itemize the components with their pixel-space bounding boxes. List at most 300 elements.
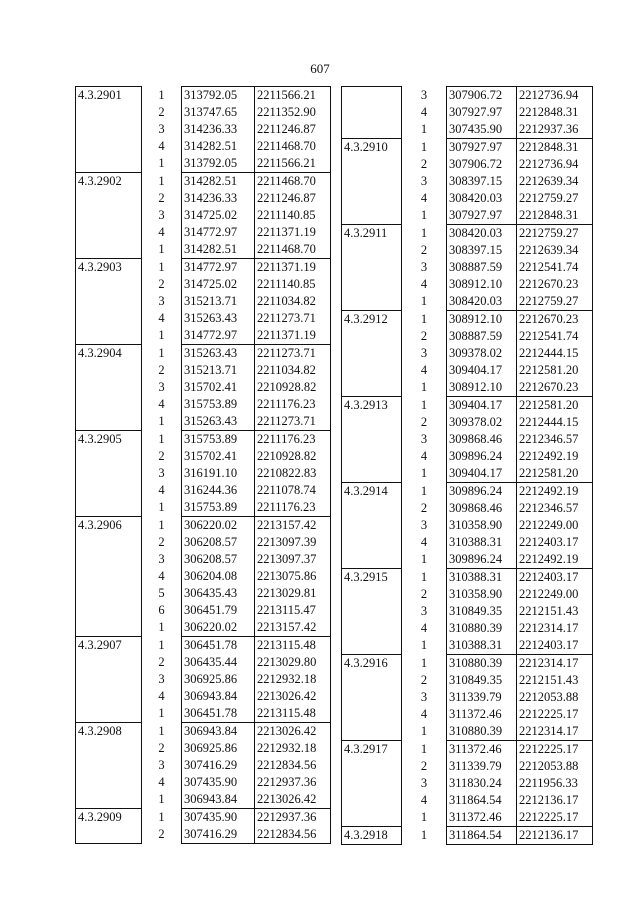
y-coordinate-cell: 2211468.70 xyxy=(255,138,331,155)
y-coordinate-cell: 2211034.82 xyxy=(255,293,331,310)
point-number-cell: 2 xyxy=(420,587,428,601)
point-number-cell: 4 xyxy=(158,311,165,325)
y-coordinate-cell: 2212759.27 xyxy=(517,293,593,311)
table-row xyxy=(76,293,331,310)
parcel-id-cell: 4.3.2911 xyxy=(342,225,402,243)
parcel-id-cell xyxy=(76,207,142,224)
parcel-id-cell xyxy=(76,276,142,293)
parcel-id-cell xyxy=(342,809,402,827)
parcel-id-cell: 4.3.2918 xyxy=(342,827,402,845)
x-coordinate-cell: 307416.29 xyxy=(182,757,255,774)
coordinate-table-right xyxy=(341,86,593,845)
y-coordinate-cell: 2212314.17 xyxy=(517,723,593,741)
x-coordinate-cell: 311339.79 xyxy=(447,689,517,706)
x-coordinate-cell: 306451.78 xyxy=(182,637,255,655)
x-coordinate-cell: 308397.15 xyxy=(447,242,517,259)
y-coordinate-cell: 2211956.33 xyxy=(517,775,593,792)
x-coordinate-cell: 306943.84 xyxy=(182,723,255,741)
table-row xyxy=(342,620,593,637)
parcel-id-cell xyxy=(76,688,142,705)
point-number-cell: 1 xyxy=(420,466,428,481)
y-coordinate-cell: 2211468.70 xyxy=(255,173,331,191)
x-coordinate-cell: 314282.51 xyxy=(182,173,255,191)
point-number-cell: 1 xyxy=(158,156,165,171)
y-coordinate-cell: 2213026.42 xyxy=(255,791,331,809)
x-coordinate-cell: 311864.54 xyxy=(447,827,517,845)
point-number-cell: 1 xyxy=(158,706,165,721)
point-number-cell: 2 xyxy=(158,827,165,842)
y-coordinate-cell: 2213029.81 xyxy=(255,585,331,602)
parcel-id-cell xyxy=(342,414,402,431)
point-number-cell: 6 xyxy=(158,603,165,617)
y-coordinate-cell: 2212937.36 xyxy=(517,121,593,139)
table-row xyxy=(76,173,331,191)
point-number-cell: 3 xyxy=(420,518,428,532)
y-coordinate-cell: 2213115.48 xyxy=(255,705,331,723)
y-coordinate-cell: 2211246.87 xyxy=(255,190,331,207)
point-number-cell: 1 xyxy=(420,638,428,653)
parcel-id-cell: 4.3.2903 xyxy=(76,259,142,277)
parcel-id-cell xyxy=(342,104,402,121)
y-coordinate-cell: 2212581.20 xyxy=(517,465,593,483)
x-coordinate-cell: 311864.54 xyxy=(447,792,517,809)
table-row xyxy=(76,740,331,757)
point-number-cell: 1 xyxy=(158,414,165,429)
y-coordinate-cell: 2212314.17 xyxy=(517,655,593,673)
point-number-cell: 3 xyxy=(420,604,428,618)
y-coordinate-cell: 2212834.56 xyxy=(255,757,331,774)
y-coordinate-cell: 2212670.23 xyxy=(517,311,593,329)
parcel-id-cell xyxy=(76,241,142,259)
parcel-id-cell xyxy=(342,603,402,620)
y-coordinate-cell: 2213029.80 xyxy=(255,654,331,671)
point-number-cell: 3 xyxy=(158,380,165,394)
parcel-id-cell xyxy=(76,138,142,155)
point-number-cell: 1 xyxy=(420,225,428,240)
table-row xyxy=(342,569,593,587)
y-coordinate-cell: 2210822.83 xyxy=(255,465,331,482)
point-number-cell: 5 xyxy=(158,586,165,600)
point-number-cell: 2 xyxy=(158,363,165,377)
parcel-id-cell: 4.3.2915 xyxy=(342,569,402,587)
y-coordinate-cell: 2212670.23 xyxy=(517,276,593,293)
point-number-cell: 2 xyxy=(158,535,165,549)
point-number-cell: 4 xyxy=(420,621,428,635)
parcel-id-cell xyxy=(76,757,142,774)
parcel-id-cell xyxy=(342,121,402,139)
table-row xyxy=(342,603,593,620)
table-row xyxy=(76,637,331,655)
x-coordinate-cell: 307906.72 xyxy=(447,87,517,105)
y-coordinate-cell: 2212492.19 xyxy=(517,551,593,569)
y-coordinate-cell: 2212053.88 xyxy=(517,689,593,706)
y-coordinate-cell: 2213115.47 xyxy=(255,602,331,619)
point-number-cell: 1 xyxy=(158,517,165,532)
x-coordinate-cell: 314236.33 xyxy=(182,190,255,207)
x-coordinate-cell: 306451.79 xyxy=(182,602,255,619)
parcel-id-cell xyxy=(342,775,402,792)
parcel-id-cell xyxy=(76,671,142,688)
y-coordinate-cell: 2212541.74 xyxy=(517,259,593,276)
y-coordinate-cell: 2212581.20 xyxy=(517,397,593,415)
parcel-id-cell xyxy=(342,465,402,483)
y-coordinate-cell: 2211566.21 xyxy=(255,87,331,105)
point-number-cell: 4 xyxy=(420,449,428,463)
table-row xyxy=(76,482,331,499)
parcel-id-cell xyxy=(76,619,142,637)
y-coordinate-cell: 2211352.90 xyxy=(255,104,331,121)
point-number-cell: 2 xyxy=(420,415,428,429)
table-row xyxy=(76,121,331,138)
table-row xyxy=(76,259,331,277)
y-coordinate-cell: 2212225.17 xyxy=(517,809,593,827)
parcel-id-cell xyxy=(76,602,142,619)
table-row xyxy=(76,723,331,741)
parcel-id-cell xyxy=(342,207,402,225)
parcel-id-cell: 4.3.2905 xyxy=(76,431,142,449)
table-row xyxy=(76,619,331,637)
table-row xyxy=(76,224,331,241)
y-coordinate-cell: 2213097.37 xyxy=(255,551,331,568)
point-number-cell: 4 xyxy=(158,483,165,497)
x-coordinate-cell: 309896.24 xyxy=(447,448,517,465)
table-row xyxy=(76,809,331,827)
y-coordinate-cell: 2211371.19 xyxy=(255,224,331,241)
x-coordinate-cell: 306208.57 xyxy=(182,551,255,568)
y-coordinate-cell: 2213026.42 xyxy=(255,688,331,705)
y-coordinate-cell: 2212249.00 xyxy=(517,517,593,534)
x-coordinate-cell: 309868.46 xyxy=(447,500,517,517)
parcel-id-cell xyxy=(76,705,142,723)
parcel-id-cell xyxy=(342,345,402,362)
table-row xyxy=(342,758,593,775)
parcel-id-cell xyxy=(342,758,402,775)
table-row xyxy=(342,551,593,569)
y-coordinate-cell: 2212541.74 xyxy=(517,328,593,345)
parcel-id-cell xyxy=(342,87,402,105)
x-coordinate-cell: 308912.10 xyxy=(447,311,517,329)
x-coordinate-cell: 307927.97 xyxy=(447,104,517,121)
parcel-id-cell: 4.3.2914 xyxy=(342,483,402,501)
table-row xyxy=(342,448,593,465)
x-coordinate-cell: 308397.15 xyxy=(447,173,517,190)
x-coordinate-cell: 315753.89 xyxy=(182,396,255,413)
x-coordinate-cell: 307435.90 xyxy=(182,809,255,827)
table-row xyxy=(76,87,331,105)
x-coordinate-cell: 310849.35 xyxy=(447,672,517,689)
table-row xyxy=(76,327,331,345)
parcel-id-cell: 4.3.2909 xyxy=(76,809,142,827)
parcel-id-cell xyxy=(342,551,402,569)
y-coordinate-cell: 2212492.19 xyxy=(517,448,593,465)
point-number-cell: 1 xyxy=(158,431,165,446)
y-coordinate-cell: 2212225.17 xyxy=(517,741,593,759)
point-number-cell: 1 xyxy=(158,500,165,515)
parcel-id-cell xyxy=(76,310,142,327)
point-number-cell: 1 xyxy=(158,242,165,257)
parcel-id-cell xyxy=(76,396,142,413)
table-row xyxy=(342,517,593,534)
point-number-cell: 1 xyxy=(420,552,428,567)
point-number-cell: 3 xyxy=(420,690,428,704)
table-row xyxy=(76,585,331,602)
y-coordinate-cell: 2211176.23 xyxy=(255,431,331,449)
y-coordinate-cell: 2212848.31 xyxy=(517,207,593,225)
y-coordinate-cell: 2213115.48 xyxy=(255,637,331,655)
y-coordinate-cell: 2212053.88 xyxy=(517,758,593,775)
x-coordinate-cell: 307435.90 xyxy=(182,774,255,791)
x-coordinate-cell: 307927.97 xyxy=(447,207,517,225)
y-coordinate-cell: 2213026.42 xyxy=(255,723,331,741)
y-coordinate-cell: 2212581.20 xyxy=(517,362,593,379)
table-row xyxy=(76,465,331,482)
y-coordinate-cell: 2212834.56 xyxy=(255,826,331,844)
point-number-cell: 2 xyxy=(420,759,428,773)
parcel-id-cell: 4.3.2917 xyxy=(342,741,402,759)
x-coordinate-cell: 315753.89 xyxy=(182,499,255,517)
y-coordinate-cell: 2212932.18 xyxy=(255,671,331,688)
table-row xyxy=(342,500,593,517)
parcel-id-cell xyxy=(342,328,402,345)
parcel-id-cell xyxy=(76,190,142,207)
table-row xyxy=(76,155,331,173)
table-row xyxy=(342,809,593,827)
y-coordinate-cell: 2210928.82 xyxy=(255,448,331,465)
y-coordinate-cell: 2213075.86 xyxy=(255,568,331,585)
x-coordinate-cell: 306208.57 xyxy=(182,534,255,551)
table-row xyxy=(76,774,331,791)
x-coordinate-cell: 316191.10 xyxy=(182,465,255,482)
table-row xyxy=(342,190,593,207)
x-coordinate-cell: 308887.59 xyxy=(447,328,517,345)
y-coordinate-cell: 2210928.82 xyxy=(255,379,331,396)
point-number-cell: 2 xyxy=(158,655,165,669)
x-coordinate-cell: 313792.05 xyxy=(182,87,255,105)
table-row xyxy=(76,654,331,671)
x-coordinate-cell: 306435.44 xyxy=(182,654,255,671)
parcel-id-cell xyxy=(342,362,402,379)
parcel-id-cell: 4.3.2906 xyxy=(76,517,142,535)
table-row xyxy=(76,413,331,431)
parcel-id-cell xyxy=(342,517,402,534)
table-row xyxy=(76,138,331,155)
x-coordinate-cell: 315702.41 xyxy=(182,448,255,465)
parcel-id-cell xyxy=(342,500,402,517)
y-coordinate-cell: 2212848.31 xyxy=(517,139,593,157)
x-coordinate-cell: 308912.10 xyxy=(447,379,517,397)
point-number-cell: 4 xyxy=(420,793,428,807)
y-coordinate-cell: 2212151.43 xyxy=(517,603,593,620)
x-coordinate-cell: 309404.17 xyxy=(447,397,517,415)
x-coordinate-cell: 311372.46 xyxy=(447,809,517,827)
table-row xyxy=(342,827,593,845)
point-number-cell: 1 xyxy=(158,87,165,102)
y-coordinate-cell: 2211468.70 xyxy=(255,241,331,259)
x-coordinate-cell: 308420.03 xyxy=(447,225,517,243)
point-number-cell: 3 xyxy=(420,432,428,446)
point-number-cell: 1 xyxy=(420,741,428,756)
y-coordinate-cell: 2212759.27 xyxy=(517,225,593,243)
table-row xyxy=(76,310,331,327)
x-coordinate-cell: 308887.59 xyxy=(447,259,517,276)
point-number-cell: 1 xyxy=(420,397,428,412)
table-row xyxy=(76,757,331,774)
parcel-id-cell: 4.3.2910 xyxy=(342,139,402,157)
x-coordinate-cell: 313792.05 xyxy=(182,155,255,173)
table-row xyxy=(342,672,593,689)
table-row xyxy=(76,396,331,413)
table-row xyxy=(342,87,593,105)
point-number-cell: 1 xyxy=(420,208,428,223)
table-row xyxy=(342,328,593,345)
x-coordinate-cell: 309378.02 xyxy=(447,345,517,362)
table-row xyxy=(76,379,331,396)
x-coordinate-cell: 314725.02 xyxy=(182,207,255,224)
y-coordinate-cell: 2212444.15 xyxy=(517,414,593,431)
y-coordinate-cell: 2212937.36 xyxy=(255,774,331,791)
y-coordinate-cell: 2212639.34 xyxy=(517,173,593,190)
x-coordinate-cell: 309868.46 xyxy=(447,431,517,448)
x-coordinate-cell: 316244.36 xyxy=(182,482,255,499)
point-number-cell: 4 xyxy=(158,569,165,583)
x-coordinate-cell: 311339.79 xyxy=(447,758,517,775)
point-number-cell: 2 xyxy=(158,741,165,755)
table-row xyxy=(342,586,593,603)
table-row xyxy=(342,379,593,397)
parcel-id-cell xyxy=(76,104,142,121)
x-coordinate-cell: 315213.71 xyxy=(182,293,255,310)
parcel-id-cell xyxy=(76,654,142,671)
point-number-cell: 1 xyxy=(158,792,165,807)
x-coordinate-cell: 309378.02 xyxy=(447,414,517,431)
table-row xyxy=(342,465,593,483)
table-row xyxy=(76,568,331,585)
point-number-cell: 1 xyxy=(158,809,165,824)
parcel-id-cell xyxy=(342,706,402,723)
parcel-id-cell xyxy=(76,224,142,241)
point-number-cell: 3 xyxy=(158,122,165,136)
point-number-cell: 4 xyxy=(420,535,428,549)
point-number-cell: 1 xyxy=(158,345,165,360)
parcel-id-cell xyxy=(76,791,142,809)
table-row xyxy=(76,499,331,517)
x-coordinate-cell: 314282.51 xyxy=(182,138,255,155)
y-coordinate-cell: 2212151.43 xyxy=(517,672,593,689)
parcel-id-cell xyxy=(342,672,402,689)
table-row xyxy=(342,723,593,741)
parcel-id-cell xyxy=(76,413,142,431)
parcel-id-cell xyxy=(76,534,142,551)
point-number-cell: 1 xyxy=(158,620,165,635)
parcel-id-cell: 4.3.2912 xyxy=(342,311,402,329)
point-number-cell: 1 xyxy=(158,259,165,274)
x-coordinate-cell: 310358.90 xyxy=(447,586,517,603)
x-coordinate-cell: 311372.46 xyxy=(447,741,517,759)
parcel-id-cell xyxy=(76,568,142,585)
parcel-id-cell xyxy=(76,774,142,791)
table-row xyxy=(342,792,593,809)
parcel-id-cell xyxy=(342,379,402,397)
y-coordinate-cell: 2211371.19 xyxy=(255,327,331,345)
table-row xyxy=(342,156,593,173)
x-coordinate-cell: 309404.17 xyxy=(447,362,517,379)
table-row xyxy=(76,826,331,844)
table-row xyxy=(76,431,331,449)
y-coordinate-cell: 2212492.19 xyxy=(517,483,593,501)
point-number-cell: 1 xyxy=(420,380,428,395)
point-number-cell: 3 xyxy=(158,758,165,772)
x-coordinate-cell: 314236.33 xyxy=(182,121,255,138)
table-row xyxy=(342,775,593,792)
x-coordinate-cell: 306220.02 xyxy=(182,619,255,637)
parcel-id-cell xyxy=(76,448,142,465)
table-row xyxy=(76,276,331,293)
x-coordinate-cell: 315753.89 xyxy=(182,431,255,449)
y-coordinate-cell: 2212136.17 xyxy=(517,827,593,845)
point-number-cell: 1 xyxy=(158,173,165,188)
x-coordinate-cell: 308420.03 xyxy=(447,293,517,311)
y-coordinate-cell: 2211140.85 xyxy=(255,207,331,224)
x-coordinate-cell: 315702.41 xyxy=(182,379,255,396)
y-coordinate-cell: 2212639.34 xyxy=(517,242,593,259)
parcel-id-cell xyxy=(342,586,402,603)
y-coordinate-cell: 2211034.82 xyxy=(255,362,331,379)
table-row xyxy=(342,173,593,190)
x-coordinate-cell: 307416.29 xyxy=(182,826,255,844)
point-number-cell: 4 xyxy=(158,225,165,239)
point-number-cell: 2 xyxy=(158,449,165,463)
parcel-id-cell xyxy=(342,173,402,190)
point-number-cell: 1 xyxy=(158,328,165,343)
parcel-id-cell: 4.3.2908 xyxy=(76,723,142,741)
table-row xyxy=(342,483,593,501)
y-coordinate-cell: 2211246.87 xyxy=(255,121,331,138)
x-coordinate-cell: 310358.90 xyxy=(447,517,517,534)
x-coordinate-cell: 309896.24 xyxy=(447,551,517,569)
x-coordinate-cell: 308420.03 xyxy=(447,190,517,207)
table-row xyxy=(342,104,593,121)
parcel-id-cell xyxy=(76,740,142,757)
x-coordinate-cell: 310880.39 xyxy=(447,723,517,741)
point-number-cell: 1 xyxy=(420,655,428,670)
y-coordinate-cell: 2212444.15 xyxy=(517,345,593,362)
x-coordinate-cell: 307435.90 xyxy=(447,121,517,139)
point-number-cell: 3 xyxy=(420,346,428,360)
point-number-cell: 1 xyxy=(420,810,428,825)
y-coordinate-cell: 2211273.71 xyxy=(255,310,331,327)
point-number-cell: 4 xyxy=(420,191,428,205)
table-row xyxy=(76,551,331,568)
table-row xyxy=(76,362,331,379)
x-coordinate-cell: 315263.43 xyxy=(182,310,255,327)
page-number: 607 xyxy=(310,61,330,76)
y-coordinate-cell: 2212225.17 xyxy=(517,706,593,723)
table-row xyxy=(342,637,593,655)
x-coordinate-cell: 306925.86 xyxy=(182,671,255,688)
y-coordinate-cell: 2212848.31 xyxy=(517,104,593,121)
y-coordinate-cell: 2212736.94 xyxy=(517,156,593,173)
point-number-cell: 1 xyxy=(158,637,165,652)
y-coordinate-cell: 2213157.42 xyxy=(255,517,331,535)
parcel-id-cell xyxy=(342,620,402,637)
parcel-id-cell xyxy=(76,465,142,482)
parcel-id-cell xyxy=(342,190,402,207)
x-coordinate-cell: 314772.97 xyxy=(182,224,255,241)
x-coordinate-cell: 306943.84 xyxy=(182,688,255,705)
x-coordinate-cell: 310388.31 xyxy=(447,534,517,551)
point-number-cell: 3 xyxy=(420,87,428,102)
table-row xyxy=(342,414,593,431)
